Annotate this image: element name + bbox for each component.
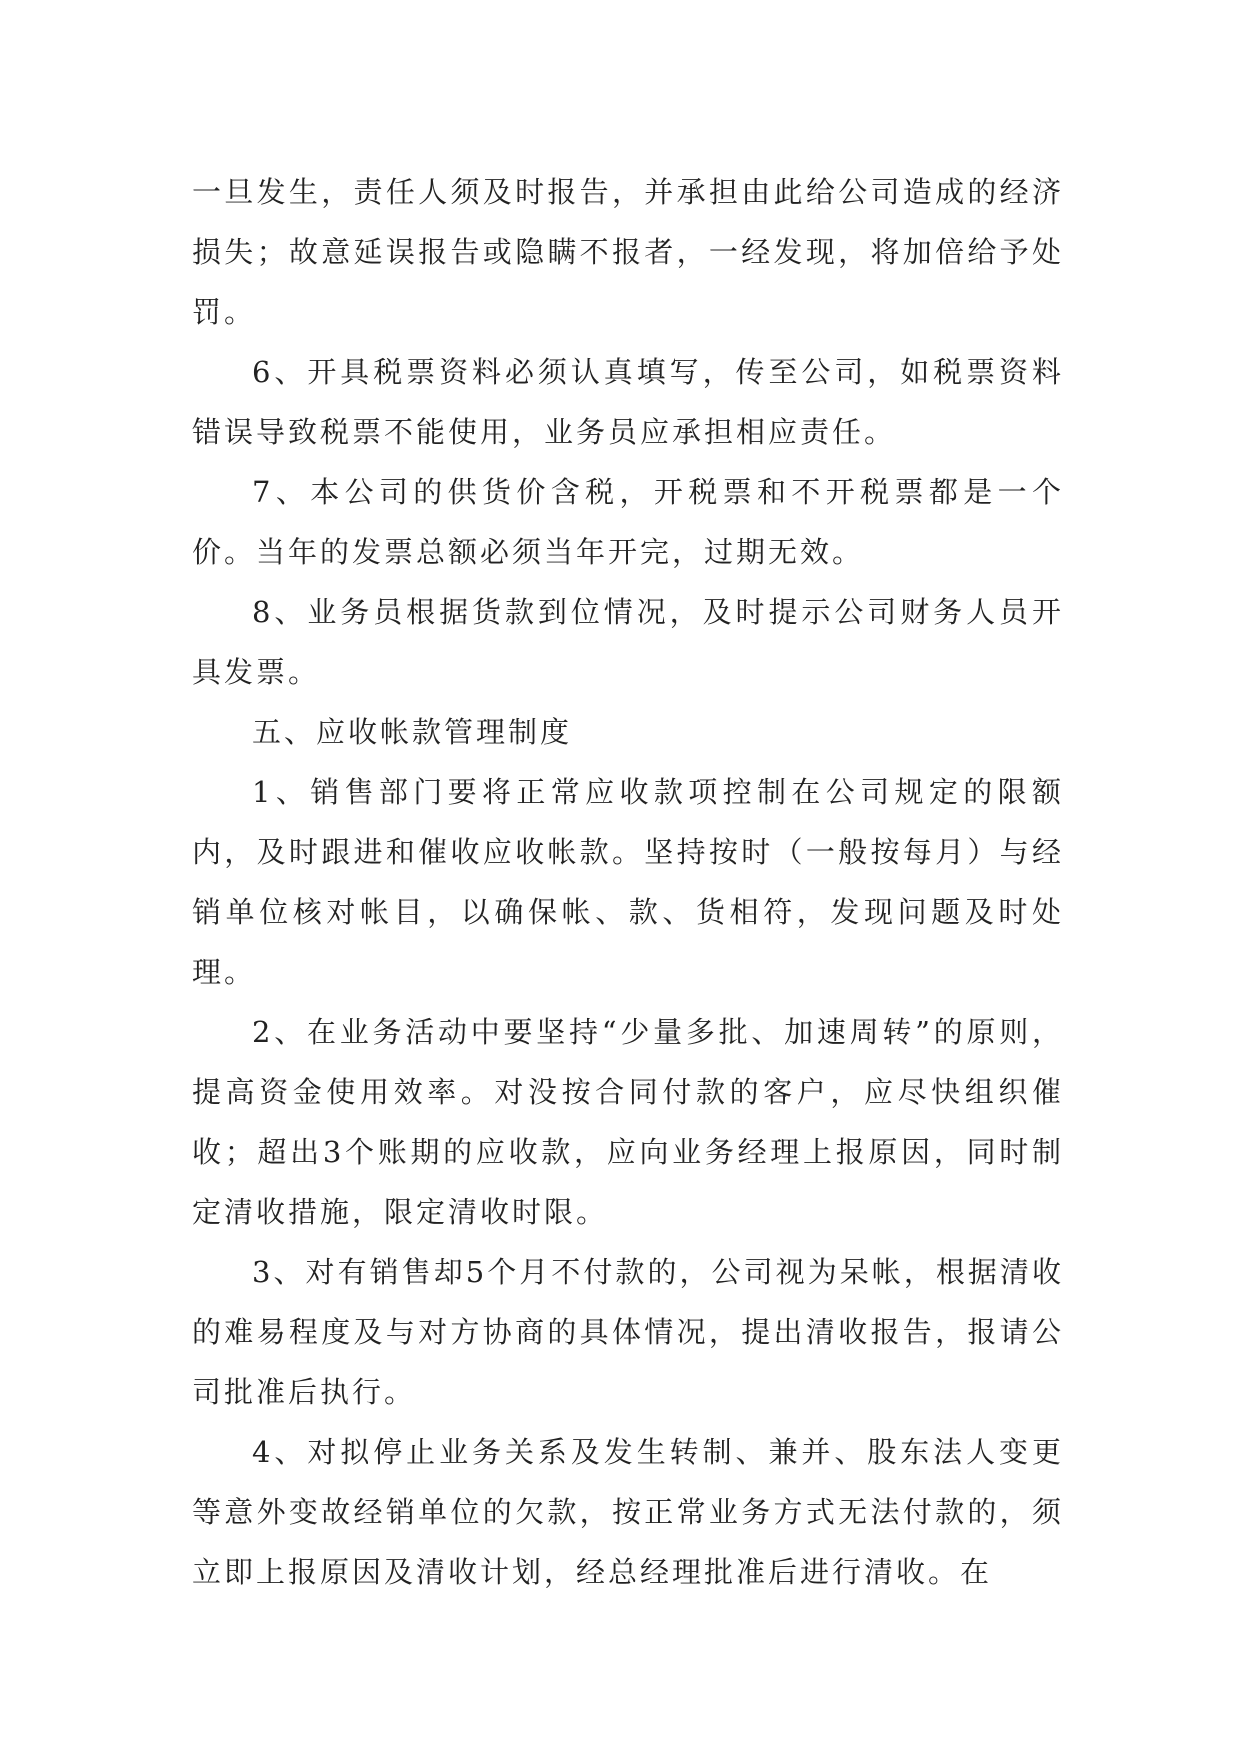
paragraph-section5-item-4: 4、对拟停止业务关系及发生转制、兼并、股东法人变更等意外变故经销单位的欠款，按正常业务方式无法付款的，须立即上报原因及清收计划，经总经理批准后进行清收。在 — [192, 1435, 1064, 1589]
paragraph-item-6: 6、开具税票资料必须认真填写，传至公司，如税票资料错误导致税票不能使用，业务员应承担相应责任。 — [192, 355, 1064, 449]
paragraph-section5-item-3: 3、对有销售却5个月不付款的，公司视为呆帐，根据清收的难易程度及与对方协商的具体情况，提出清收报告，报请公司批准后执行。 — [192, 1255, 1064, 1409]
paragraph-section5-item-1: 1、销售部门要将正常应收款项控制在公司规定的限额内，及时跟进和催收应收帐款。坚持按时（一般按每月）与经销单位核对帐目，以确保帐、款、货相符，发现问题及时处理。 — [192, 775, 1064, 989]
document-body — [192, 162, 1064, 1602]
paragraph-1: 一旦发生，责任人须及时报告，并承担由此给公司造成的经济损失；故意延误报告或隐瞒不报者，一经发现，将加倍给予处罚。 — [192, 175, 1064, 329]
section-heading: 五、应收帐款管理制度 — [252, 715, 573, 749]
paragraph-item-8: 8、业务员根据货款到位情况，及时提示公司财务人员开具发票。 — [192, 595, 1064, 689]
paragraph-section5-item-2: 2、在业务活动中要坚持“少量多批、加速周转”的原则，提高资金使用效率。对没按合同付款的客户，应尽快组织催收；超出3个账期的应收款，应向业务经理上报原因，同时制定清收措施，限定清收时限。 — [192, 1015, 1064, 1229]
paragraph-item-7: 7、本公司的供货价含税，开税票和不开税票都是一个价。当年的发票总额必须当年开完，过期无效。 — [192, 475, 1064, 569]
